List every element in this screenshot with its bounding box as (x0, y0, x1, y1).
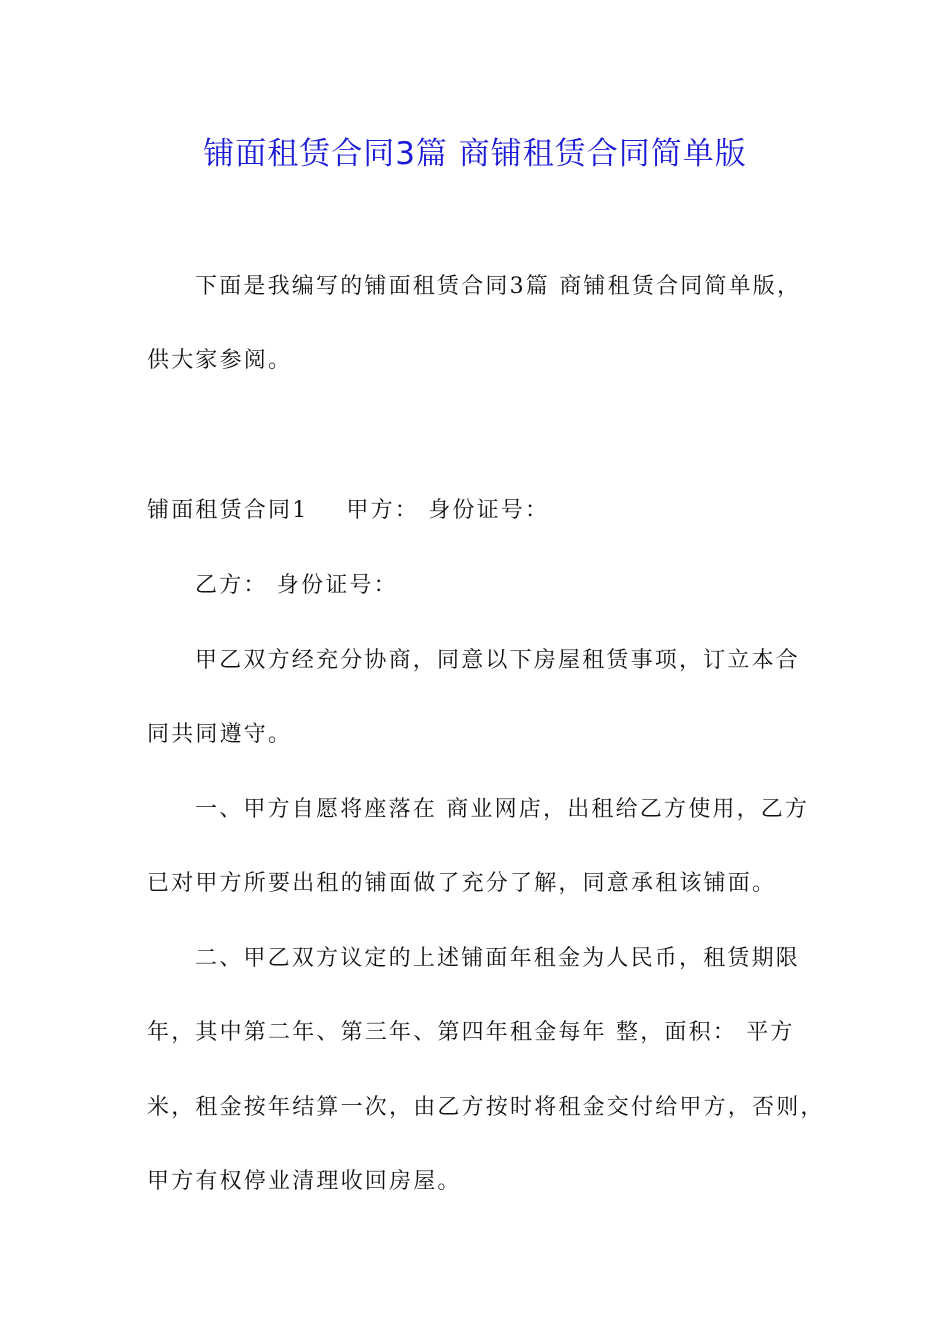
paragraph-1-line-1: 甲乙双方经充分协商，同意以下房屋租赁事项，订立本合 (195, 648, 801, 673)
paragraph-3-line-4: 甲方有权停业清理收回房屋。 (147, 1169, 462, 1194)
paragraph-3-line-3: 米，租金按年结算一次，由乙方按时将租金交付给甲方，否则， (147, 1095, 825, 1120)
intro-line-2: 供大家参阅。 (147, 348, 293, 373)
paragraph-2-line-2: 已对甲方所要出租的铺面做了充分了解，同意承租该铺面。 (147, 871, 777, 896)
party-a-line: 甲方： 身份证号： (346, 498, 550, 523)
paragraph-3-line-2: 年，其中第二年、第三年、第四年租金每年 整，面积： 平方 (147, 1020, 795, 1045)
contract-heading: 铺面租赁合同1 (147, 498, 309, 523)
paragraph-1-line-2: 同共同遵守。 (147, 722, 293, 747)
party-b-line: 乙方： 身份证号： (195, 573, 398, 598)
document-title: 铺面租赁合同3篇 商铺租赁合同简单版 (203, 136, 747, 172)
intro-line-1: 下面是我编写的铺面租赁合同3篇 商铺租赁合同简单版， (195, 274, 802, 299)
paragraph-2-line-1: 一、甲方自愿将座落在 商业网店，出租给乙方使用，乙方 (195, 797, 810, 822)
contract-heading-row (147, 496, 549, 526)
paragraph-3-line-1: 二、甲乙双方议定的上述铺面年租金为人民币，租赁期限 (195, 946, 801, 971)
